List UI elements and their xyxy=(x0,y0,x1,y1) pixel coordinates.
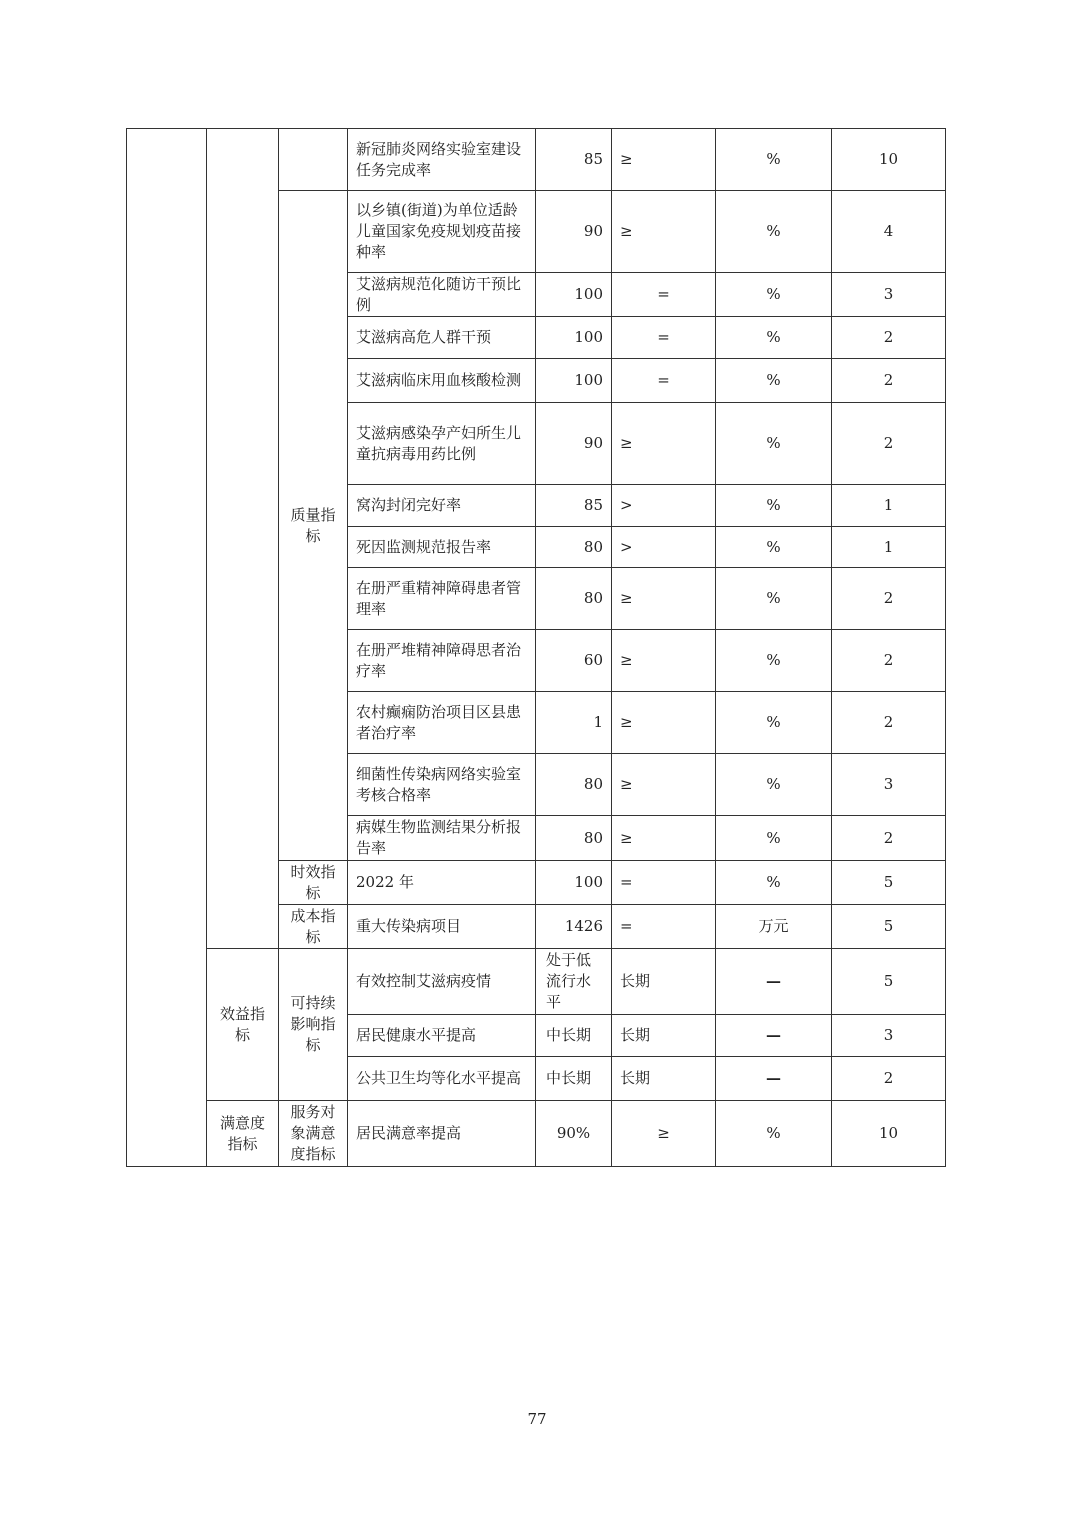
unit: % xyxy=(716,1101,832,1167)
level1-cell xyxy=(127,129,207,1167)
operator: = xyxy=(612,359,716,403)
weight-score: 5 xyxy=(832,949,946,1015)
unit: % xyxy=(716,129,832,191)
indicator-name: 艾滋病临床用血核酸检测 xyxy=(348,359,536,403)
level3-cell xyxy=(279,129,348,191)
level2-output-cell xyxy=(207,129,279,949)
operator: = xyxy=(612,905,716,949)
unit: 万元 xyxy=(716,905,832,949)
unit: % xyxy=(716,861,832,905)
target-value: 80 xyxy=(536,754,612,816)
indicator-name: 重大传染病项目 xyxy=(348,905,536,949)
target-value: 80 xyxy=(536,568,612,630)
performance-indicator-table xyxy=(126,128,946,1167)
unit: % xyxy=(716,527,832,568)
table-row xyxy=(127,129,946,191)
indicator-name: 死因监测规范报告率 xyxy=(348,527,536,568)
indicator-name: 新冠肺炎网络实验室建设任务完成率 xyxy=(348,129,536,191)
weight-score: 1 xyxy=(832,485,946,527)
indicator-name: 艾滋病感染孕产妇所生儿童抗病毒用药比例 xyxy=(348,403,536,485)
unit: — xyxy=(716,949,832,1015)
target-value: 90 xyxy=(536,403,612,485)
weight-score: 2 xyxy=(832,359,946,403)
operator: 长期 xyxy=(612,1057,716,1101)
indicator-name: 农村癫痫防治项目区县患者治疗率 xyxy=(348,692,536,754)
operator: ≥ xyxy=(612,692,716,754)
target-value: 中长期 xyxy=(536,1057,612,1101)
unit: % xyxy=(716,692,832,754)
page-number: 77 xyxy=(527,1410,547,1428)
unit: % xyxy=(716,273,832,317)
weight-score: 4 xyxy=(832,191,946,273)
unit: % xyxy=(716,485,832,527)
target-value: 1426 xyxy=(536,905,612,949)
indicator-name: 艾滋病高危人群干预 xyxy=(348,317,536,359)
level3-service: 服务对象满意度指标 xyxy=(279,1101,348,1167)
target-value: 处于低流行水平 xyxy=(536,949,612,1015)
operator: ≥ xyxy=(612,816,716,861)
weight-score: 2 xyxy=(832,630,946,692)
unit: — xyxy=(716,1015,832,1057)
table-row xyxy=(127,1101,946,1167)
indicator-name: 病媒生物监测结果分析报告率 xyxy=(348,816,536,861)
unit: % xyxy=(716,191,832,273)
unit: % xyxy=(716,816,832,861)
operator: > xyxy=(612,527,716,568)
operator: = xyxy=(612,861,716,905)
weight-score: 2 xyxy=(832,568,946,630)
level3-timeliness: 时效指标 xyxy=(279,861,348,905)
weight-score: 3 xyxy=(832,273,946,317)
indicator-name: 2022 年 xyxy=(348,861,536,905)
operator: ≥ xyxy=(612,1101,716,1167)
target-value: 100 xyxy=(536,317,612,359)
unit: % xyxy=(716,568,832,630)
target-value: 中长期 xyxy=(536,1015,612,1057)
weight-score: 10 xyxy=(832,1101,946,1167)
weight-score: 3 xyxy=(832,1015,946,1057)
indicator-name: 窝沟封闭完好率 xyxy=(348,485,536,527)
operator: ≥ xyxy=(612,568,716,630)
operator: ≥ xyxy=(612,191,716,273)
level3-cost: 成本指标 xyxy=(279,905,348,949)
weight-score: 2 xyxy=(832,317,946,359)
level2-satisfaction: 满意度指标 xyxy=(207,1101,279,1167)
unit: % xyxy=(716,630,832,692)
level3-quality: 质量指标 xyxy=(279,191,348,861)
indicator-name: 有效控制艾滋病疫情 xyxy=(348,949,536,1015)
target-value: 85 xyxy=(536,129,612,191)
weight-score: 10 xyxy=(832,129,946,191)
weight-score: 5 xyxy=(832,905,946,949)
indicator-name: 以乡镇(街道)为单位适龄儿童国家免疫规划疫苗接种率 xyxy=(348,191,536,273)
target-value: 80 xyxy=(536,816,612,861)
operator: 长期 xyxy=(612,1015,716,1057)
operator: ≥ xyxy=(612,754,716,816)
weight-score: 2 xyxy=(832,1057,946,1101)
target-value: 100 xyxy=(536,861,612,905)
indicator-name: 细菌性传染病网络实验室考核合格率 xyxy=(348,754,536,816)
target-value: 85 xyxy=(536,485,612,527)
indicator-name: 公共卫生均等化水平提高 xyxy=(348,1057,536,1101)
target-value: 100 xyxy=(536,273,612,317)
operator: > xyxy=(612,485,716,527)
weight-score: 2 xyxy=(832,692,946,754)
weight-score: 5 xyxy=(832,861,946,905)
weight-score: 2 xyxy=(832,403,946,485)
indicator-name: 居民健康水平提高 xyxy=(348,1015,536,1057)
indicator-name: 在册严堆精神障碍思者治疗率 xyxy=(348,630,536,692)
target-value: 100 xyxy=(536,359,612,403)
operator: ≥ xyxy=(612,129,716,191)
table-row xyxy=(127,949,946,1015)
unit: % xyxy=(716,317,832,359)
indicator-name: 在册严重精神障碍患者管理率 xyxy=(348,568,536,630)
weight-score: 1 xyxy=(832,527,946,568)
level3-sustainable: 可持续影响指标 xyxy=(279,949,348,1101)
target-value: 80 xyxy=(536,527,612,568)
target-value: 60 xyxy=(536,630,612,692)
level2-benefit: 效益指标 xyxy=(207,949,279,1101)
unit: % xyxy=(716,754,832,816)
target-value: 90% xyxy=(536,1101,612,1167)
indicator-name: 艾滋病规范化随访干预比例 xyxy=(348,273,536,317)
unit: % xyxy=(716,403,832,485)
operator: ≥ xyxy=(612,630,716,692)
target-value: 90 xyxy=(536,191,612,273)
unit: % xyxy=(716,359,832,403)
indicator-name: 居民满意率提高 xyxy=(348,1101,536,1167)
weight-score: 2 xyxy=(832,816,946,861)
operator: 长期 xyxy=(612,949,716,1015)
operator: ≥ xyxy=(612,403,716,485)
unit: — xyxy=(716,1057,832,1101)
operator: = xyxy=(612,273,716,317)
target-value: 1 xyxy=(536,692,612,754)
weight-score: 3 xyxy=(832,754,946,816)
operator: = xyxy=(612,317,716,359)
